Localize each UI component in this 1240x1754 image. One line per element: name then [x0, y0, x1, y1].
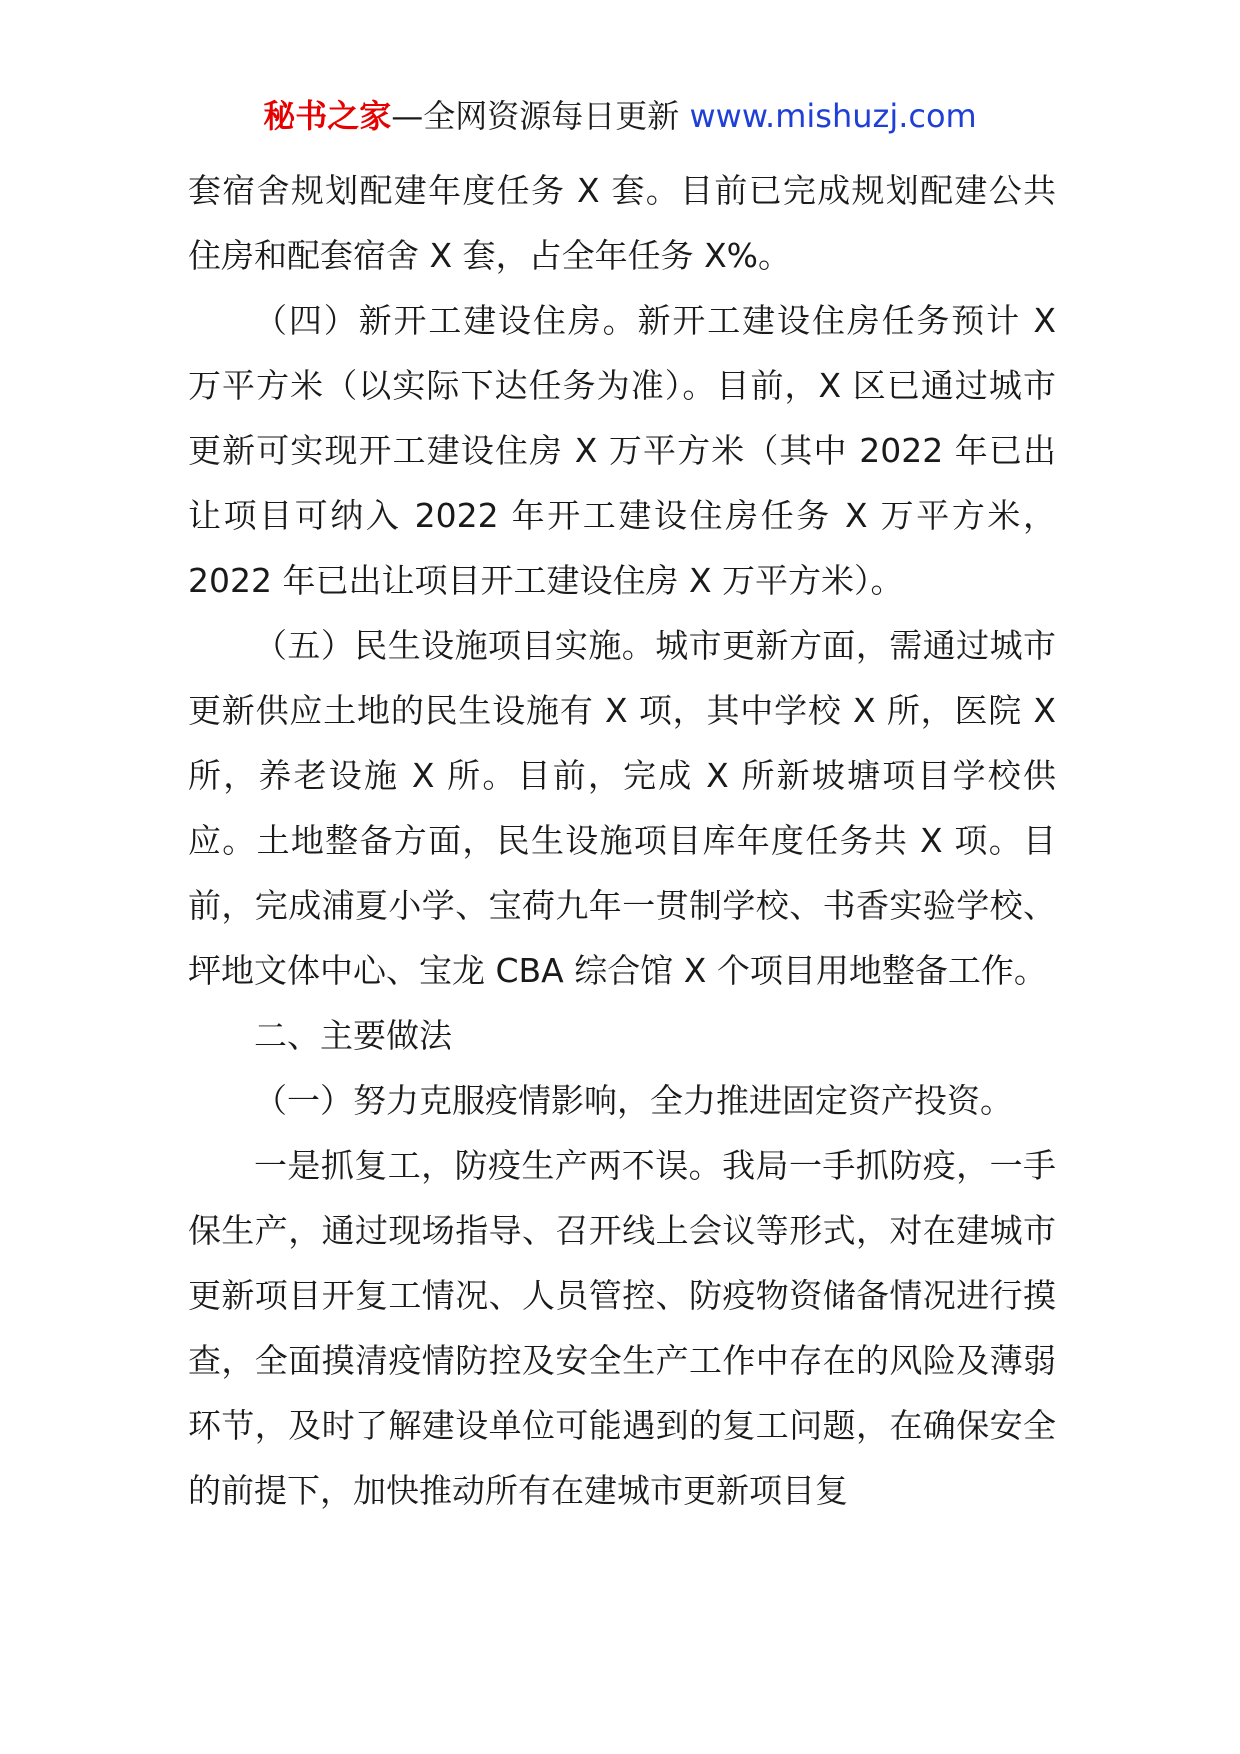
header-brand: 秘书之家 [263, 97, 392, 135]
section-heading: 二、主要做法 [254, 1016, 452, 1055]
paragraph: （五）民生设施项目实施。城市更新方面，需通过城市更新供应土地的民生设施有 X 项，其中学校 X 所，医院 X 所，养老设施 X 所。目前，完成 X 所新坡塘项目学校供应。土地整备方面，民生设施项目库年度任务共 X 项。目前，完成浦夏小学、宝荷九年一贯制学校、书香实验学校、坪地文体中心、宝龙 CBA 综合馆 X 个项目用地整备工作。 [188, 626, 1056, 990]
subsection-heading: （一）努力克服疫情影响，全力推进固定资产投资。 [254, 1081, 1013, 1120]
site-header [0, 96, 1240, 136]
document-body [188, 158, 1056, 1523]
header-tagline: —全网资源每日更新 [391, 97, 690, 135]
paragraph: 一是抓复工，防疫生产两不误。我局一手抓防疫，一手保生产，通过现场指导、召开线上会议等形式，对在建城市更新项目开复工情况、人员管控、防疫物资储备情况进行摸查，全面摸清疫情防控及安全生产工作中存在的风险及薄弱环节，及时了解建设单位可能遇到的复工问题，在确保安全的前提下，加快推动所有在建城市更新项目复 [188, 1146, 1056, 1510]
header-url[interactable]: www.mishuzj.com [689, 97, 977, 135]
paragraph: （四）新开工建设住房。新开工建设住房任务预计 X 万平方米（以实际下达任务为准）。目前，X 区已通过城市更新可实现开工建设住房 X 万平方米（其中 2022 年已出让项目可纳入 2022 年开工建设住房任务 X 万平方米，2022 年已出让项目开工建设住房 X 万平方米）。 [188, 301, 1056, 600]
paragraph: 套宿舍规划配建年度任务 X 套。目前已完成规划配建公共住房和配套宿舍 X 套，占全年任务 X%。 [188, 171, 1056, 275]
